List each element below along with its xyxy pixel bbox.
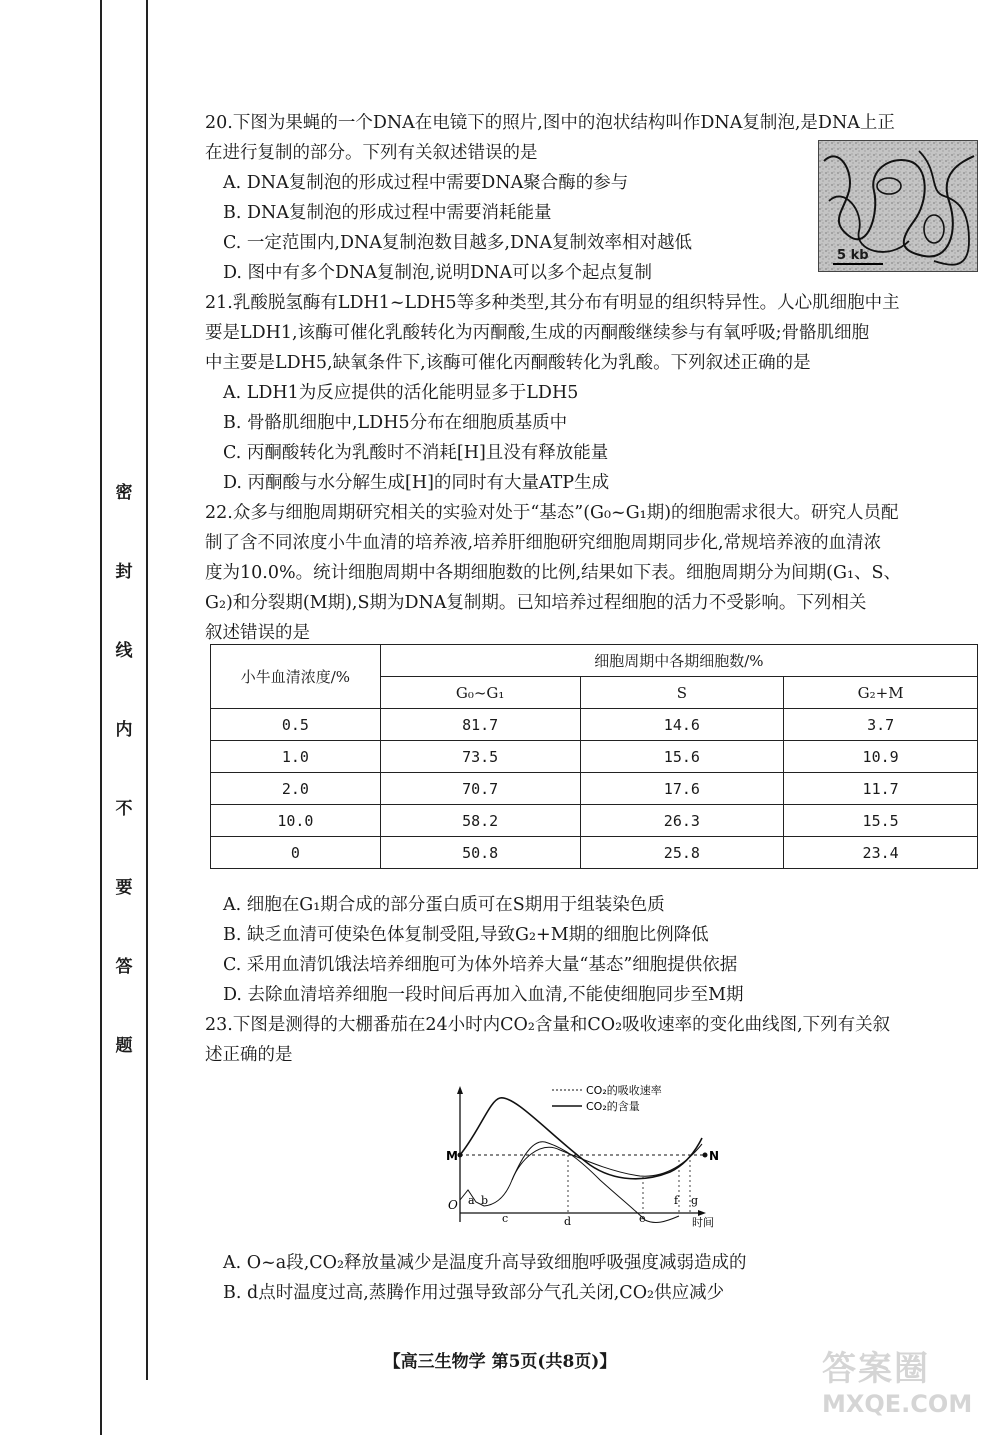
table-row <box>211 837 978 869</box>
q21-option-a: A. LDH1为反应提供的活化能明显多于LDH5 <box>223 383 579 403</box>
seal-char: 题 <box>115 1036 133 1056</box>
table-cell: 3.7 <box>784 709 978 741</box>
q22-option-b: B. 缺乏血清可使染色体复制受阻,导致G₂+M期的细胞比例降低 <box>223 925 709 945</box>
watermark-line2: MXQE.COM <box>822 1390 973 1418</box>
label-m: M <box>446 1149 458 1163</box>
dna-micrograph <box>818 140 978 272</box>
table-row <box>211 773 978 805</box>
table-header-g2m: G₂+M <box>784 677 978 709</box>
q22-stem-line: 度为10.0%。统计细胞周期中各期细胞数的比例,结果如下表。细胞周期分为间期(G₁、S、 <box>205 563 901 583</box>
binding-line-inner <box>146 0 148 1380</box>
x-axis-label: 时间 <box>692 1216 714 1229</box>
y-axis-arrow <box>457 1086 463 1094</box>
table-cell: 73.5 <box>380 741 580 773</box>
seal-char: 要 <box>115 878 133 898</box>
q23-stem-line: 述正确的是 <box>205 1045 293 1065</box>
table-cell: 17.6 <box>580 773 784 805</box>
q21-stem-line: 要是LDH1,该酶可催化乳酸转化为丙酮酸,生成的丙酮酸继续参与有氧呼吸;骨骼肌细胞 <box>205 323 870 343</box>
q20-option-b: B. DNA复制泡的形成过程中需要消耗能量 <box>223 203 552 223</box>
q23-option-b: B. d点时温度过高,蒸腾作用过强导致部分气孔关闭,CO₂供应减少 <box>223 1283 725 1303</box>
label-n: N <box>709 1149 720 1163</box>
table-row <box>211 741 978 773</box>
table-cell: 26.3 <box>580 805 784 837</box>
q21-stem-line: 21.乳酸脱氢酶有LDH1~LDH5等多种类型,其分布有明显的组织特异性。人心肌细胞中主 <box>205 293 900 313</box>
table-row <box>211 709 978 741</box>
questions-continued <box>205 890 977 1070</box>
q21-option-d: D. 丙酮酸与水分解生成[H]的同时有大量ATP生成 <box>223 473 610 493</box>
co2-curve-graph <box>440 1080 730 1230</box>
q20-option-a: A. DNA复制泡的形成过程中需要DNA聚合酶的参与 <box>223 173 629 193</box>
cell-cycle-table <box>210 644 978 869</box>
table-cell: 10.9 <box>784 741 978 773</box>
table-cell: 0.5 <box>211 709 381 741</box>
scale-bar <box>833 263 883 265</box>
q22-stem-line: G₂)和分裂期(M期),S期为DNA复制期。已知培养过程细胞的活力不受影响。下列相关 <box>205 593 867 613</box>
label-o: O <box>448 1198 458 1212</box>
seal-char: 线 <box>115 641 133 661</box>
q22-stem-line: 叙述错误的是 <box>205 623 310 643</box>
table-cell: 11.7 <box>784 773 978 805</box>
q23-options <box>205 1248 977 1308</box>
table-cell: 25.8 <box>580 837 784 869</box>
q23-stem-line: 23.下图是测得的大棚番茄在24小时内CO₂含量和CO₂吸收速率的变化曲线图,下列有关叙 <box>205 1015 891 1035</box>
q20-stem-line: 20.下图为果蝇的一个DNA在电镜下的照片,图中的泡状结构叫作DNA复制泡,是DNA上正 <box>205 113 895 133</box>
co2-content-curve <box>460 1098 702 1179</box>
q22-stem-line: 制了含不同浓度小牛血清的培养液,培养肝细胞研究细胞周期同步化,常规培养液的血清浓 <box>205 533 882 553</box>
table-cell: 2.0 <box>211 773 381 805</box>
table-cell: 58.2 <box>380 805 580 837</box>
seal-char: 封 <box>115 562 133 582</box>
table-cell: 14.6 <box>580 709 784 741</box>
q21-option-b: B. 骨骼肌细胞中,LDH5分布在细胞质基质中 <box>223 413 568 433</box>
page-footer: 【高三生物学 第5页(共8页)】 <box>383 1352 617 1372</box>
table-row <box>211 805 978 837</box>
table-header-s: S <box>580 677 784 709</box>
point-n <box>703 1153 708 1158</box>
q20-option-c: C. 一定范围内,DNA复制泡数目越多,DNA复制效率相对越低 <box>223 233 692 253</box>
q22-option-d: D. 去除血清培养细胞一段时间后再加入血清,不能使细胞同步至M期 <box>223 985 744 1005</box>
table-header-g0g1: G₀~G₁ <box>380 677 580 709</box>
q22-stem-line: 22.众多与细胞周期研究相关的实验对处于“基态”(G₀~G₁期)的细胞需求很大。研究人员配 <box>205 503 899 523</box>
q22-option-c: C. 采用血清饥饿法培养细胞可为体外培养大量“基态”细胞提供依据 <box>223 955 738 975</box>
q22-option-a: A. 细胞在G₁期合成的部分蛋白质可在S期用于组装染色质 <box>223 895 665 915</box>
label-d: d <box>564 1215 572 1228</box>
table-cell: 15.6 <box>580 741 784 773</box>
label-f: f <box>674 1194 679 1207</box>
table-cell: 0 <box>211 837 381 869</box>
table-cell: 50.8 <box>380 837 580 869</box>
q20-stem-line: 在进行复制的部分。下列有关叙述错误的是 <box>205 143 538 163</box>
label-c: c <box>502 1212 509 1225</box>
legend-dotted-label: CO₂的吸收速率 <box>586 1084 662 1097</box>
q23-option-a: A. O~a段,CO₂释放量减少是温度升高导致细胞呼吸强度减弱造成的 <box>223 1253 747 1273</box>
q21-option-c: C. 丙酮酸转化为乳酸时不消耗[H]且没有释放能量 <box>223 443 609 463</box>
table-cell: 81.7 <box>380 709 580 741</box>
legend-solid-label: CO₂的含量 <box>586 1100 640 1113</box>
q21-stem-line: 中主要是LDH5,缺氧条件下,该酶可催化丙酮酸转化为乳酸。下列叙述正确的是 <box>205 353 811 373</box>
table-header-group: 细胞周期中各期细胞数/% <box>380 645 977 677</box>
table-cell: 15.5 <box>784 805 978 837</box>
seal-char: 不 <box>115 799 133 819</box>
binding-line-outer <box>100 0 102 1435</box>
seal-line-notice <box>108 478 140 1056</box>
q20-option-d: D. 图中有多个DNA复制泡,说明DNA可以多个起点复制 <box>223 263 653 283</box>
seal-char: 密 <box>115 483 133 503</box>
label-e: e <box>639 1212 646 1225</box>
watermark-logo <box>822 1341 982 1421</box>
table-cell: 23.4 <box>784 837 978 869</box>
label-b: b <box>481 1194 489 1207</box>
table-cell: 10.0 <box>211 805 381 837</box>
label-a: a <box>468 1194 475 1207</box>
point-m <box>458 1153 463 1158</box>
seal-char: 内 <box>115 720 133 740</box>
scale-label: 5 kb <box>837 248 869 263</box>
label-g: g <box>691 1194 699 1207</box>
seal-char: 答 <box>115 957 133 977</box>
watermark-line1: 答案圈 <box>822 1349 930 1389</box>
table-header-concentration: 小牛血清浓度/% <box>211 645 381 709</box>
table-cell: 1.0 <box>211 741 381 773</box>
table-cell: 70.7 <box>380 773 580 805</box>
